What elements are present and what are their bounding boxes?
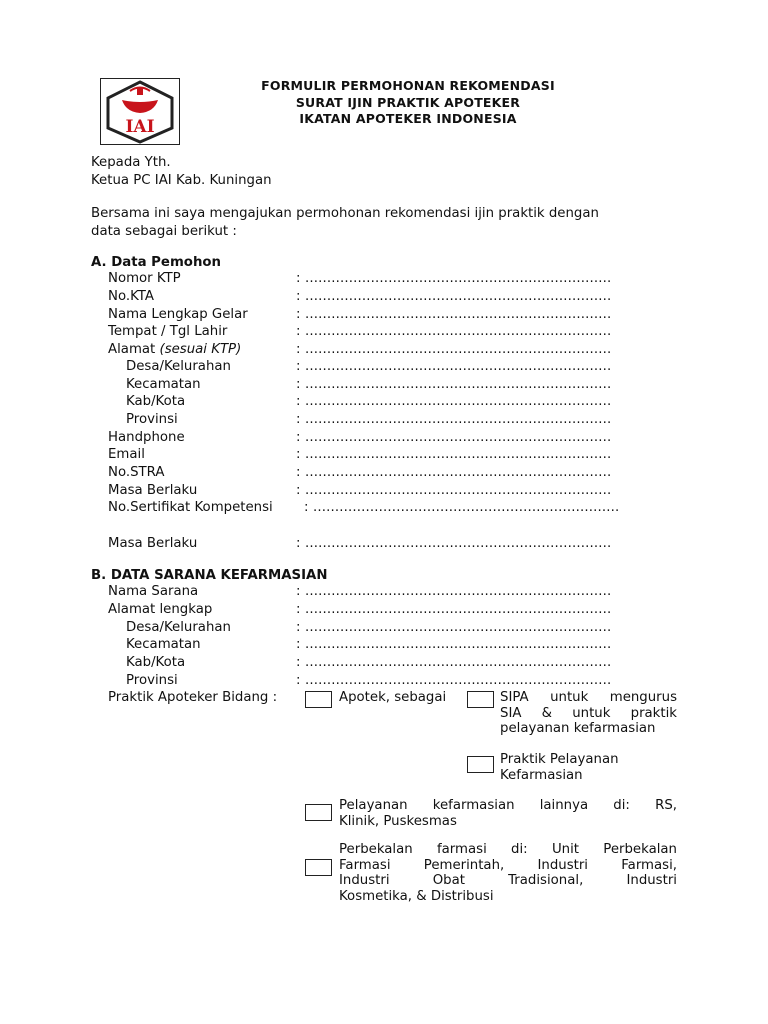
pelayanan-lainnya-checkbox[interactable] (305, 804, 332, 821)
handphone-label: Handphone (108, 430, 185, 445)
kecamatan-field[interactable]: : ...................................................................... (296, 377, 612, 392)
praktik-pelayanan-option-label: Praktik Pelayanan Kefarmasian (500, 752, 619, 783)
sarana-desa-kelurahan-label: Desa/Kelurahan (126, 620, 231, 635)
nama-sarana-field[interactable]: : ...................................................................... (296, 584, 612, 599)
no-sertifikat-label: No.Sertifikat Kompetensi (108, 500, 273, 515)
desa-kelurahan-field[interactable]: : ...................................................................... (296, 359, 612, 374)
section-a-heading: A. Data Pemohon (91, 255, 222, 270)
address-line-2: Ketua PC IAI Kab. Kuningan (91, 173, 272, 188)
praktik-pelayanan-checkbox[interactable] (467, 756, 494, 773)
intro-line-1: Bersama ini saya mengajukan permohonan rekomendasi ijin praktik dengan (91, 206, 599, 221)
no-sertifikat-field[interactable]: : ...................................................................... (304, 500, 620, 515)
alamat-note: (sesuai KTP) (159, 342, 242, 357)
masa-berlaku-field[interactable]: : ...................................................................... (296, 483, 612, 498)
handphone-field[interactable]: : ...................................................................... (296, 430, 612, 445)
sarana-kab-kota-label: Kab/Kota (126, 655, 186, 670)
sipa-checkbox[interactable] (467, 691, 494, 708)
praktik-label: Praktik Apoteker Bidang : (108, 690, 278, 705)
sarana-provinsi-field[interactable]: : ...................................................................... (296, 673, 612, 688)
sarana-kecamatan-field[interactable]: : ...................................................................... (296, 637, 612, 652)
masa-berlaku-label: Masa Berlaku (108, 483, 198, 498)
address-line-1: Kepada Yth. (91, 155, 171, 170)
no-kta-label: No.KTA (108, 289, 154, 304)
nama-lengkap-label: Nama Lengkap Gelar (108, 307, 248, 322)
nomor-ktp-label: Nomor KTP (108, 271, 181, 286)
email-field[interactable]: : ...................................................................... (296, 447, 612, 462)
kecamatan-label: Kecamatan (126, 377, 201, 392)
tempat-tgl-lahir-label: Tempat / Tgl Lahir (108, 324, 228, 339)
form-title: FORMULIR PERMOHONAN REKOMENDASI (261, 78, 555, 93)
apotek-checkbox[interactable] (305, 691, 332, 708)
alamat-field[interactable]: : ...................................................................... (296, 342, 612, 357)
form-subtitle: SURAT IJIN PRAKTIK APOTEKER (295, 95, 521, 110)
desa-kelurahan-label: Desa/Kelurahan (126, 359, 231, 374)
section-b-heading: B. DATA SARANA KEFARMASIAN (91, 568, 328, 583)
alamat-label: Alamat (sesuai KTP) (108, 342, 242, 357)
nama-sarana-label: Nama Sarana (108, 584, 199, 599)
masa-berlaku-sertifikat-field[interactable]: : ...................................................................... (296, 536, 612, 551)
provinsi-label: Provinsi (126, 412, 178, 427)
logo-text: IAI (125, 117, 155, 137)
alamat-lengkap-label: Alamat lengkap (108, 602, 213, 617)
alamat-lengkap-field[interactable]: : ...................................................................... (296, 602, 612, 617)
nomor-ktp-field[interactable]: : ...................................................................... (296, 271, 612, 286)
perbekalan-farmasi-checkbox[interactable] (305, 859, 332, 876)
tempat-tgl-lahir-field[interactable]: : ...................................................................... (296, 324, 612, 339)
no-stra-field[interactable]: : ...................................................................... (296, 465, 612, 480)
sarana-desa-kelurahan-field[interactable]: : ...................................................................... (296, 620, 612, 635)
form-organization: IKATAN APOTEKER INDONESIA (299, 111, 517, 126)
no-stra-label: No.STRA (108, 465, 165, 480)
intro-line-2: data sebagai berikut : (91, 224, 237, 239)
apotek-option-label: Apotek, sebagai (339, 690, 447, 705)
email-label: Email (108, 447, 145, 462)
no-kta-field[interactable]: : ...................................................................... (296, 289, 612, 304)
nama-lengkap-field[interactable]: : ...................................................................... (296, 307, 612, 322)
sipa-option-label: SIPA untuk mengurus SIA & untuk praktik pelayanan kefarmasian (500, 690, 677, 737)
sarana-kab-kota-field[interactable]: : ...................................................................... (296, 655, 612, 670)
perbekalan-farmasi-option-label: Perbekalan farmasi di: Unit Perbekalan Farmasi Pemerintah, Industri Farmasi, Industri Obat Tradisional, Industri Kosmetika, & Distribusi (339, 842, 677, 904)
provinsi-field[interactable]: : ...................................................................... (296, 412, 612, 427)
masa-berlaku-sertifikat-label: Masa Berlaku (108, 536, 198, 551)
sarana-provinsi-label: Provinsi (126, 673, 178, 688)
sarana-kecamatan-label: Kecamatan (126, 637, 201, 652)
pelayanan-lainnya-option-label: Pelayanan kefarmasian lainnya di: RS, Klinik, Puskesmas (339, 798, 677, 829)
kab-kota-field[interactable]: : ...................................................................... (296, 394, 612, 409)
kab-kota-label: Kab/Kota (126, 394, 186, 409)
